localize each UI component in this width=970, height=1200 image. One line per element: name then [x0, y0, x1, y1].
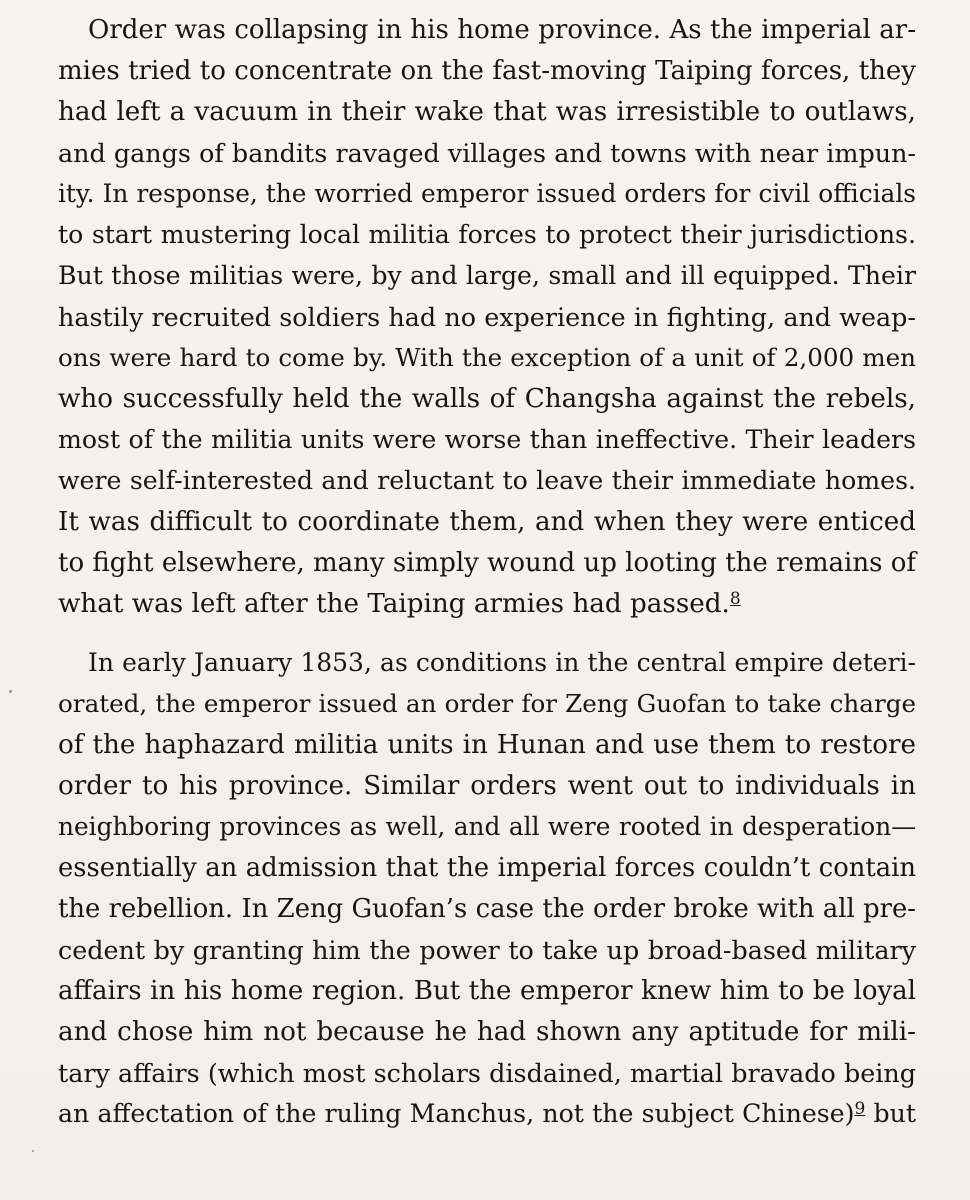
text-line: who successfully held the walls of Changsha against the rebels, — [58, 384, 916, 414]
text-line: most of the militia units were worse than ineffective. Their leaders — [58, 425, 916, 454]
text-line: and chose him not because he had shown any aptitude for mili- — [58, 1017, 916, 1047]
text-line: mies tried to concentrate on the fast-moving Taiping forces, they — [58, 56, 916, 86]
text-line: But those militias were, by and large, small and ill equipped. Their — [58, 261, 916, 290]
text-line: tary affairs (which most scholars disdained, martial bravado being — [58, 1058, 916, 1088]
text-line: hastily recruited soldiers had no experience in fighting, and weap- — [58, 302, 916, 332]
text-line: to fight elsewhere, many simply wound up looting the remains of — [58, 548, 916, 578]
text-line: to start mustering local militia forces to protect their jurisdictions. — [58, 220, 916, 249]
text-line: orated, the emperor issued an order for Zeng Guofan to take charge — [58, 689, 916, 718]
text-line: neighboring provinces as well, and all were rooted in desperation— — [58, 812, 916, 841]
text-line: In early January 1853, as conditions in the central empire deteri- — [88, 648, 916, 677]
text-line — [58, 1094, 916, 1134]
scan-speck — [32, 1150, 34, 1152]
text-line: cedent by granting him the power to take up broad-based military — [58, 935, 916, 965]
text-line: Order was collapsing in his home province. As the imperial ar- — [88, 15, 916, 45]
text-line: were self-interested and reluctant to leave their immediate homes. — [58, 466, 916, 495]
line-text: but — [865, 1099, 916, 1128]
line-text: what was left after the Taiping armies had passed. — [58, 589, 730, 619]
text-line-last — [58, 584, 916, 624]
text-line: the rebellion. In Zeng Guofan’s case the order broke with all pre- — [58, 894, 916, 924]
text-line: had left a vacuum in their wake that was irresistible to outlaws, — [58, 97, 916, 127]
text-line: affairs in his home region. But the emperor knew him to be loyal — [58, 976, 916, 1006]
text-line: ons were hard to come by. With the exception of a unit of 2,000 men — [58, 343, 916, 372]
scan-speck — [9, 690, 12, 693]
text-line: It was difficult to coordinate them, and when they were enticed — [58, 507, 916, 537]
text-line: essentially an admission that the imperial forces couldn’t contain — [58, 853, 916, 883]
footnote-marker[interactable]: 9 — [854, 1099, 866, 1119]
line-text: an affectation of the ruling Manchus, not the subject Chinese) — [58, 1099, 855, 1128]
footnote-marker[interactable]: 8 — [729, 589, 741, 609]
text-line: of the haphazard militia units in Hunan and use them to restore — [58, 730, 916, 760]
text-line: order to his province. Similar orders went out to individuals in — [58, 771, 916, 801]
text-line: ity. In response, the worried emperor issued orders for civil officials — [58, 179, 916, 208]
text-line: and gangs of bandits ravaged villages and towns with near impun- — [58, 138, 916, 168]
